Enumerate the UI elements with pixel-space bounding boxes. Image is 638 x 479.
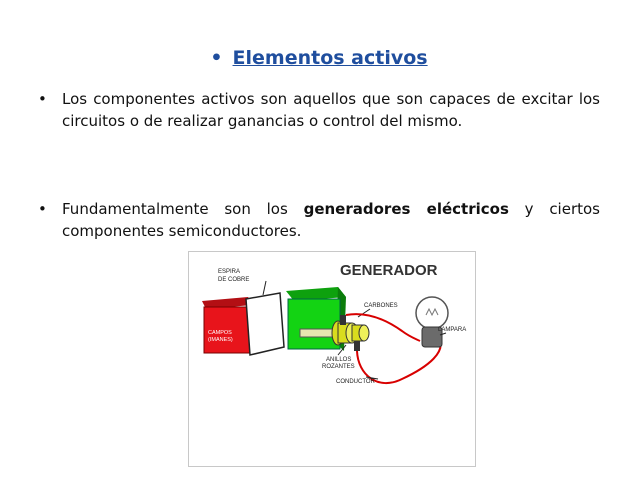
lamp-bulb [416,297,448,329]
brush-1 [340,315,346,325]
title-text: Elementos activos [232,47,428,69]
bullet-text-after: y ciertos componentes semiconductores. [62,200,600,240]
bullet-text [62,198,600,242]
label-espira: ESPIRA [218,269,241,275]
slip-ring-3 [359,325,369,341]
bullet-dot: • [38,200,47,218]
green-magnet [288,299,340,349]
bullet-dot: • [38,90,47,108]
bullet-item-1 [38,88,600,132]
label-rozantes: ROZANTES [322,364,355,370]
bullet-text: Los componentes activos son aquellos que son capaces de excitar los circuitos o de realizar ganancias o control del mismo. [62,90,600,130]
bullet-text-bold: generadores eléctricos [303,200,509,218]
label-campos: CAMPOS [208,330,232,336]
label-anillos: ANILLOS [326,357,352,363]
copper-loop [246,293,284,355]
brush-2 [354,341,360,351]
label-de-cobre: DE COBRE [218,277,250,283]
label-conductor: CONDUCTOR [336,379,375,385]
diagram-title: GENERADOR [340,262,438,279]
label-imanes: (IMANES) [208,337,233,343]
label-lampara: LAMPARA [438,327,467,333]
bullet-text-before: Fundamentalmente son los [62,200,304,218]
label-carbones: CARBONES [364,303,398,309]
bullet-item-2 [38,198,600,242]
title-bullet: • [210,47,223,69]
slide-title [0,47,638,69]
generator-diagram [188,251,476,467]
